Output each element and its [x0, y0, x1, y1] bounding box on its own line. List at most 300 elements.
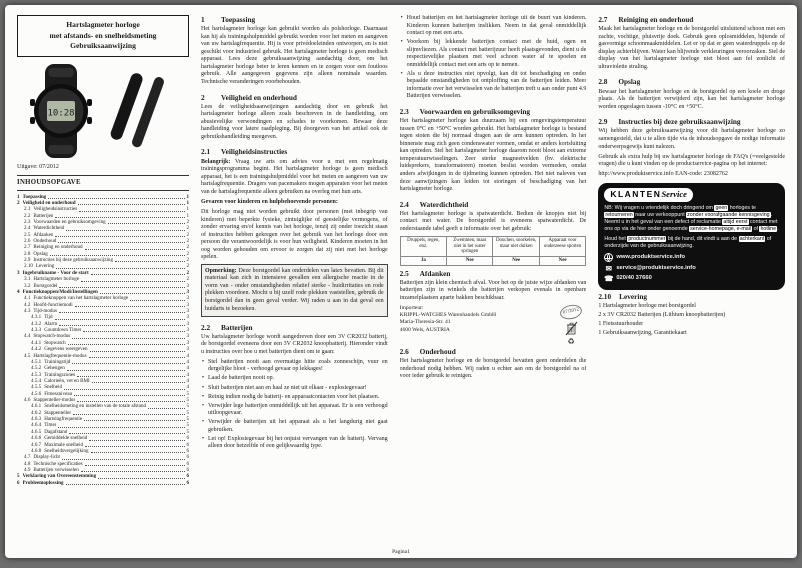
section-heading	[400, 107, 587, 116]
toc-entry-number: 2.9	[24, 257, 31, 264]
toc-entry-number: 3.2	[24, 282, 31, 289]
table-cell: Ja	[400, 256, 446, 265]
toc-entry-label: Hoofd-functiemodi	[33, 301, 73, 308]
service-note	[604, 205, 779, 233]
toc-entry-number: 4.5.3	[31, 371, 42, 378]
toc-dot-leader	[67, 370, 186, 371]
toc-entry-page: 3	[186, 301, 189, 308]
toc-entry-number: 4.4.2	[31, 346, 42, 353]
highlighted-text: service-homepage, e-mail	[690, 226, 752, 233]
section-heading	[201, 147, 388, 156]
customer-service-box	[598, 183, 785, 290]
page-columns	[17, 15, 785, 542]
importer-block	[400, 305, 587, 346]
text-segment: of onderzijde van de gebruiksaanwijzing.	[604, 236, 772, 250]
section-number: 2.10	[598, 291, 612, 301]
toc-entry-page: 6	[186, 435, 189, 442]
divider	[17, 175, 189, 176]
toc-entry-label: Timer	[44, 422, 57, 429]
paragraph: Belangrijk: Vraag uw arts om advies voor u met een regelmatig trainingsprogramma begint. Het hartslagmeter horloge is geen medisch apparaat, het is een trainingshulpmiddel voor het meten en aangeven van uw hartslagfrequentie. Dragers van pacemakers mogen apparaten voor het meten van de hartslagfrequentie alleen gebruiken na overleg met hun arts.	[201, 158, 388, 195]
column-3-top	[598, 15, 785, 179]
bullet-item	[201, 419, 388, 434]
toc-entry-page: 6	[186, 466, 189, 473]
toc-entry-page: 4	[186, 377, 189, 384]
toc-entry-label: Calorieën, vet en BMI	[44, 377, 90, 384]
toc-entry-number: 2.4	[24, 225, 31, 232]
bullet-text: Stel batterijen nooit aan overmatige hitte zoals zonneschijn, vuur en dergelijke bloot - verhoogd gevaar op lekkages!	[208, 358, 388, 373]
paragraph: Uw hartslagmeter horloge wordt aangedreven door een 3V CR2032 batterij, de borstgordel eveneens door een 3V CR2032 knoopbatterij. Hieronder vindt u instructies over hoe u met batterijen dient om te gaan:	[201, 333, 388, 355]
toc-entry-label: Batterijen verwisselen	[33, 466, 79, 473]
toc-entry-page: 4	[186, 352, 189, 359]
section-title: Toepassing	[221, 15, 256, 24]
toc-entry-number: 4.4	[24, 333, 31, 340]
toc-entry-number: 4.3.2	[31, 320, 42, 327]
toc-dot-leader	[84, 420, 185, 421]
toc-entry-label: Stappenteller	[44, 409, 72, 416]
toc-entry-page: 3	[186, 327, 189, 334]
toc-dot-leader	[72, 363, 185, 364]
toc-entry-page: 6	[186, 473, 189, 480]
bullet-item	[201, 375, 388, 383]
toc-entry-label: Display-licht	[33, 454, 60, 461]
toc-entry-label: Voorwaarden en gebruiksomgeving	[33, 218, 106, 225]
toc-entry-page: 5	[186, 403, 189, 410]
contact-text: 020/40 37660	[616, 275, 652, 282]
phone-icon	[604, 274, 613, 283]
toc-entry-number: 4.5.1	[31, 358, 42, 365]
toc-dot-leader	[75, 306, 186, 307]
toc-entry-label: Veiligheid en onderhoud	[22, 199, 76, 206]
table-header-cell: Zwemmen, maar niet in het water springen	[447, 237, 493, 257]
toc-entry-number: 5	[17, 473, 20, 480]
toc-entry-number: 2.2	[24, 212, 31, 219]
toc-entry-label: Snelheidsvergelijking	[44, 447, 89, 454]
toc-dot-leader	[62, 459, 185, 460]
svg-text:10:28: 10:28	[47, 108, 75, 119]
bullet-icon: •	[201, 358, 205, 365]
email-icon	[604, 264, 613, 273]
bullet-icon: •	[400, 15, 403, 21]
highlighted-text: productnummer	[628, 236, 666, 243]
toc-dot-leader	[98, 478, 185, 479]
toc-entry-number: 2.8	[24, 250, 31, 257]
toc-entry-label: Stappenteller-modus	[33, 397, 76, 404]
toc-entry-label: Maximale snelheid	[44, 441, 84, 448]
text-segment: NB: Wij vragen u vriendelijk doch dringend om	[604, 205, 715, 212]
watch-illustration	[17, 63, 189, 163]
toc-entry-label: Waterdichtheid	[33, 225, 65, 232]
toc-entry-label: Tijd	[44, 314, 53, 321]
highlighted-text: achterkant	[739, 236, 765, 243]
toc-entry-number: 4.5.6	[31, 390, 42, 397]
toc-dot-leader	[92, 382, 186, 383]
bullet-text: Reinig indien nodig de batterij- en apparaatcontacten voor het plaatsen.	[208, 393, 380, 400]
paragraph: Het hartslagmeter horloge kan duurzaam bij een omgevingstemperatuur tussen 0°C en +50°C worden gebruikt. Het hartslagmeter horloge is bestand tegen stoten die bij normaal dragen aan de arm kunnen optreden. In het binnenste mag zich geen condenswater vormen, omdat er anders kortsluiting kan optreden. Stel het hartslagmeter horloge daarom nooit bloot aan extreme temperatuurwisselingen. Zeer sterke magneetvelden (bv. elektrische luidsprekers, transformatoren) moeten beslist worden vermeden, omdat anders afwijkingen in de tijdmeting kunnen optreden. Het niet naleven van deze aanwijzingen kan leiden tot storingen of beschadiging van het hartslagmeter horloge.	[399, 118, 587, 193]
toc-dot-leader	[64, 389, 185, 390]
toc-dot-leader	[81, 471, 186, 472]
disposal-icons	[560, 305, 586, 346]
toc-entry-page: 2	[186, 250, 189, 257]
paragraph: Batterijen zijn klein chemisch afval. Voor het op de juiste wijze afdanken van batterijen zijn in winkels die batterijen verkopen evenals in openbare inzamelplaatsen aparte bakken beschikbaar.	[399, 279, 587, 301]
highlighted-text: zonder voorafgaande kennisgeving	[687, 212, 770, 219]
toc-entry-number: 4.8	[24, 460, 31, 467]
table-cell: Nee	[493, 256, 539, 265]
section-number: 2.5	[399, 268, 409, 278]
toc-entry-label: Gegevens weergeven	[44, 346, 88, 353]
toc-dot-leader	[85, 465, 186, 466]
section-heading	[598, 77, 785, 86]
toc-entry-page: 5	[186, 416, 189, 423]
text-line: 1 Fietsstuurhouder	[598, 321, 644, 327]
toc-entry-number: 3	[17, 269, 20, 276]
table-cell: Nee	[539, 256, 585, 265]
toc-entry-number: 2.1	[24, 206, 31, 213]
toc-entry-label: Trainingstijd	[44, 358, 71, 365]
text-line: 2 x 3V CR2032 Batterijen (Lithium knoopbatterijen)	[598, 311, 726, 318]
toc-entry-label: Trainingszones	[44, 371, 76, 378]
toc-entry-page: 2	[186, 231, 189, 238]
bullet-icon: •	[201, 402, 205, 409]
page-number: Pagina1	[392, 549, 410, 555]
bullet-icon: •	[201, 384, 205, 391]
paragraph: Het hartslagmeter horloge kan gebruikt worden als polshorloge. Daarnaast kan hij als trainingshulpmiddel gebruikt worden voor het meten en aangeven van uw hartslagfrequentie. Hij is voor privédoeleinden ontworpen, en is niet geschikt voor industrieel gebruik. Het hartslagmeter horloge is geen medisch apparaat. Lees deze gebruiksaanwijzing aandachtig door, om het hartslagmeter horloge beter te leren kennen en te zorgen voor een foutloos gebruik. Alle aangegeven gegevens zijn alleen nominale waarden. Technische veranderingen voorbehouden.	[201, 26, 388, 86]
section-title: Voorwaarden en gebruiksomgeving	[419, 107, 531, 117]
contact-row	[604, 264, 779, 273]
toc-entry-label: Veiligheidsinstructies	[33, 206, 78, 213]
paragraph: Bewaar het hartslagmeter horloge en de borstgordel op een koele en droge plaats. Als de batterijen verwijderd zijn, kan het hartslagmeter horloge worden opgeslagen tussen -10°C en +50°C.	[598, 88, 785, 110]
text-line: 1 Gebruiksaanwijzing, Garantiekaart	[598, 330, 687, 337]
paragraph: Gevaren voor kinderen en hulpbehoevende personen:	[201, 198, 338, 205]
highlighted-text: hotline	[760, 226, 777, 233]
toc-entry-label: Tijd-modus	[33, 308, 57, 314]
section-number: 2.1	[201, 147, 211, 157]
toc-entry-page: 3	[186, 333, 189, 340]
toc-entry-page: 3	[186, 314, 189, 321]
recycle-icon: ♻	[567, 337, 575, 347]
section-number: 2.3	[399, 107, 409, 117]
toc-entry-page: 3	[186, 339, 189, 346]
note-box: Opmerking: Deze borstgordel kan onderdelen van latex bevatten. Bij dit materiaal kan zich in intensieve gevallen een allergische reactie in de vorm van - onder omstandigheden relatief sterke - huidirritaties en rode plekken voordoen. Mocht u bij uzelf rode plekken vaststellen, gebruik de borstgordel dan in geen geval verder. Wij raden u aan in dat geval een huidarts te bezoeken.	[201, 264, 388, 316]
toc-entry-number: 4.6.1	[31, 403, 42, 410]
section-heading	[598, 292, 785, 301]
toc-entry-label: Afdanken	[33, 231, 54, 238]
importer-lines	[400, 312, 496, 334]
bullet-item	[201, 385, 388, 393]
toc-dot-leader	[58, 242, 185, 243]
section-number: 2.4	[399, 199, 409, 209]
section-title: Levering	[619, 291, 648, 301]
toc-dot-leader	[55, 217, 185, 218]
toc-dot-leader	[91, 452, 186, 453]
bullet-item	[400, 15, 587, 38]
contact-text: www.produktservice.info	[616, 254, 686, 261]
bullet-text: Sluit batterijen niet aan en haal ze niet uit elkaar - explosiegevaar!	[208, 384, 367, 391]
toc-entry-label: Batterijen	[33, 212, 54, 219]
toc-dot-leader	[79, 211, 185, 212]
toc-entry-page: 1	[186, 193, 189, 200]
toc-dot-leader	[85, 249, 186, 250]
toc-entry-number: 2.7	[24, 244, 31, 251]
toc-dot-leader	[66, 230, 185, 231]
toc-entry-label: Reiniging en onderhoud	[33, 244, 83, 251]
toc-entry-page: 2	[186, 238, 189, 245]
bullet-item	[201, 436, 388, 451]
toc-dot-leader	[115, 261, 185, 262]
logo-text-main: KLANTEN	[610, 188, 662, 199]
toc-entry-number: 4.7	[24, 454, 31, 461]
toc-entry-label: Hartslagfrequentie	[44, 416, 83, 423]
title-line-2: met afstands- en snelheidsmeting	[49, 30, 157, 40]
paragraph: Dit horloge mag niet worden gebruikt door personen (met inbegrip van kinderen) met beperkte fysieke, zintuiglijke of geestelijke vermogens, of zonder ervaring en/of kennis van het horloge, tenzij zij onder toezicht staan of instructies hebben gekregen over het gebruik van het horloge door een persoon die verantwoordelijk is voor hun veiligheid. Kinderen moeten in het oog worden gehouden om ervoor te zorgen dat zij niet met het horloge spelen.	[201, 208, 388, 261]
section-heading	[598, 15, 785, 24]
bullet-text: Voorkom bij lekkende batterijen contact met de huid, ogen en slijmvliezen. Als contact met batterijzuur heeft plaatsgevonden, dient u de respectievelijke plaatsen met veel schoon water af te spoelen en onmiddellijk contact met een arts op te nemen.	[406, 39, 587, 68]
section-title: Onderhoud	[419, 347, 456, 357]
section-number: 2.6	[399, 347, 409, 357]
paragraph: Wij hebben deze gebruiksaanwijzing voor dit hartslagmeter horloge zo samengesteld, dat u te allen tijde via de inhoudsopgave de nodige informatie onderwerpsgewijs kunt nalezen.	[598, 128, 785, 150]
toc-entry-page: 1	[186, 212, 189, 219]
column-2-top	[400, 15, 587, 234]
toc-entry-label: Stopwatch-modus	[33, 333, 71, 340]
toc-dot-leader	[69, 433, 185, 434]
toc-dot-leader	[59, 287, 185, 288]
contact-row	[604, 253, 779, 262]
text-column-3	[598, 15, 785, 542]
toc-entry-number: 4.6.4	[31, 422, 42, 429]
toc-entry-label: Probleemoplossing	[22, 479, 64, 486]
section-heading	[400, 269, 587, 278]
text-segment: .	[777, 226, 779, 233]
toc-entry-number: 4.9	[24, 466, 31, 473]
klantenservice-logo	[604, 188, 693, 203]
toc-entry-page: 6	[186, 447, 189, 454]
importer-line: KRIPPL-WATCHES Warenhandels GmbH	[399, 312, 497, 319]
section-title: Opslag	[618, 77, 641, 87]
importer-label: Importeur:	[399, 304, 424, 311]
text-segment: contact met ons op via de hier onder genoemde	[604, 219, 778, 233]
contact-row	[604, 274, 779, 283]
waterproof-table-header-row	[400, 237, 586, 257]
bullet-text: Verwijder de batterijen uit het apparaat als u het langdurig niet gaat gebruiken.	[208, 419, 388, 433]
toc-entry-page: 2	[186, 276, 189, 283]
bullet-icon: •	[201, 419, 205, 426]
toc-entry-label: Gemiddelde snelheid	[44, 435, 88, 442]
bullet-item	[201, 394, 388, 402]
toc-entry-label: Toepassing	[22, 193, 47, 200]
toc-dot-leader	[55, 319, 186, 320]
toc-entry-number: 4.3.3	[31, 327, 42, 334]
section-number: 2.9	[598, 117, 608, 127]
toc-entry-label: Dagafstand	[44, 428, 68, 435]
section-number: 2	[201, 92, 205, 102]
issue-stamp: 07/2012	[559, 303, 584, 322]
toc-entry-number: 4.2	[24, 301, 31, 308]
toc-dot-leader	[85, 446, 185, 447]
toc-entry-page: 3	[186, 308, 189, 314]
toc-dot-leader	[148, 408, 185, 409]
toc-entry-number: 2.6	[24, 238, 31, 245]
toc-dot-leader	[74, 395, 185, 396]
heart-rate-watch-image	[17, 63, 185, 159]
manual-page	[5, 5, 797, 558]
section-heading	[400, 200, 587, 209]
toc-entry-number: 4.6.8	[31, 447, 42, 454]
column-2-bottom	[400, 347, 587, 381]
column-3-bottom	[598, 292, 785, 338]
toc-entry-page: 2	[186, 218, 189, 225]
toc-dot-leader	[68, 344, 186, 345]
toc-entry-number: 4.6.5	[31, 428, 42, 435]
section-number: 1	[201, 15, 205, 24]
toc-dot-leader	[72, 338, 185, 339]
toc-entry-number: 4.5.2	[31, 365, 42, 372]
toc-entry-label: Snelheid	[44, 384, 63, 391]
section-heading	[598, 117, 785, 126]
table-header-cell: Druppels, regen, enz.	[400, 237, 446, 257]
toc-entry-label: Snelheidsmeting en instellen van de totale afstand	[44, 403, 147, 410]
toc-entry-number: 4.6.7	[31, 441, 42, 448]
toc-entry-page: 4	[186, 371, 189, 378]
toc-entry-page: 3	[186, 295, 189, 302]
toc-dot-leader	[56, 268, 185, 269]
section-title: Veiligheidsinstructies	[221, 147, 288, 157]
toc-entry-number: 1	[17, 193, 20, 200]
toc-dot-leader	[66, 484, 186, 485]
toc-entry-page: 2	[186, 263, 189, 270]
toc-entry-page: 6	[186, 460, 189, 467]
toc-dot-leader	[78, 204, 186, 205]
paragraph: Het hartslagmeter horloge en de borstgordel bevatten geen onderdelen die onderhoud nodig hebben. Wij raden u echter aan om de borstgordel na of voor ieder gebruik te reinigen.	[399, 358, 587, 380]
toc-entry-number: 4.5.5	[31, 384, 42, 391]
text-line: http://www.produktservice.info EAN-code: 23082762	[598, 171, 728, 178]
column-2-middle	[400, 269, 587, 303]
table-header-cell: Apparaat voor onderzeese sporten	[539, 237, 585, 257]
bullet-icon: •	[400, 39, 403, 46]
bullet-icon: •	[201, 393, 205, 400]
toc-entry-number: 4.6	[24, 397, 31, 404]
section-title: Reiniging en onderhoud	[618, 15, 694, 24]
bullet-item	[201, 359, 388, 374]
toc-entry-label: Borstgordel	[33, 282, 58, 289]
toc-entry-label: Hartslagmeter horloge	[33, 276, 80, 283]
toc-entry-number: 4.3	[24, 308, 31, 314]
table-of-contents	[17, 194, 189, 487]
toc-dot-leader	[77, 401, 185, 402]
toc-entry-number: 4.5.4	[31, 377, 42, 384]
toc-entry-number: 4.6.2	[31, 409, 42, 416]
bullet-icon: •	[400, 70, 403, 77]
toc-entry-label: Opslag	[33, 250, 48, 257]
toc-dot-leader	[48, 198, 185, 199]
toc-entry-label: Stopwatch	[44, 339, 66, 346]
toc-entry-label: Technische specificaties	[33, 460, 83, 467]
importer-address	[400, 305, 496, 334]
toc-entry-page: 1	[186, 206, 189, 213]
text-segment: naar uw verkooppunt	[633, 212, 687, 219]
toc-dot-leader	[130, 300, 185, 301]
manual-title	[17, 15, 189, 57]
logo-text-sub: Service	[661, 188, 687, 199]
section-heading	[201, 323, 388, 332]
toc-entry-label: Geheugen	[44, 365, 65, 372]
issue-date: Uitgave: 07/2012	[17, 164, 59, 171]
title-line-3: Gebruiksaanwijzing	[70, 41, 136, 51]
toc-entry-number: 4.1	[24, 295, 31, 302]
text-line: 1 Hartslagmeter horloge met borstgordel	[598, 302, 696, 309]
toc-entry-label: Ingebruikname - Voor de start	[22, 269, 89, 276]
bullet-text: Let op! Explosiegevaar bij het onjuist vervangen van de batterij. Vervang alleen door hetzelfde of een gelijkwaardig type.	[208, 435, 388, 450]
toc-dot-leader	[83, 331, 185, 332]
toc-entry-number: 4.6.3	[31, 416, 42, 423]
toc-dot-leader	[91, 274, 186, 275]
bullet-text: Verwijder lege batterijen onmiddellijk uit het apparaat. Er is een verhoogd uitloopgevaar.	[208, 402, 388, 417]
bullet-text: Laad de batterijen nooit op.	[208, 375, 275, 382]
toc-entry-number: 4.4.1	[31, 339, 42, 346]
bullet-item	[400, 71, 587, 101]
toc-entry-label: Instructies bij deze gebruiksaanwijzing	[33, 257, 114, 264]
toc-entry-page: 3	[186, 320, 189, 327]
toc-entry-page: 4	[186, 358, 189, 365]
toc-entry-number: 6	[17, 479, 20, 486]
table-header-cell: Douchen, snorkelen, maar niet duiken	[493, 237, 539, 257]
toc-dot-leader	[59, 312, 185, 313]
toc-entry-label: Hartslagfrequentie-modus	[33, 352, 87, 359]
section-heading	[201, 15, 388, 24]
toc-entry-number: 2	[17, 199, 20, 206]
toc-dot-leader	[73, 414, 185, 415]
toc-dot-leader	[81, 281, 185, 282]
toc-entry-page: 6	[186, 441, 189, 448]
toc-entry-number: 3.1	[24, 276, 31, 283]
text-segment: bij de hand, dit vindt u aan de	[666, 236, 739, 243]
bullet-icon: •	[201, 375, 205, 382]
text-segment: Houd het	[604, 236, 628, 243]
toc-entry-number: 2.5	[24, 231, 31, 238]
contact-text: service@produktservice.info	[616, 264, 696, 271]
section-heading	[400, 347, 587, 356]
toc-entry-label: Alarm	[44, 320, 58, 327]
toc-entry-label: Onderhoud	[33, 238, 57, 245]
bullet-icon: •	[201, 435, 205, 442]
toc-entry-number: 4.6.6	[31, 435, 42, 442]
divider	[17, 190, 189, 191]
toc-dot-leader	[89, 357, 186, 358]
toc-entry-page: 5	[186, 409, 189, 416]
toc-entry-label: Fitnessniveau	[44, 390, 73, 397]
crossed-bin-icon	[565, 321, 578, 336]
globe-icon	[604, 253, 613, 262]
text-column-1	[201, 15, 388, 542]
toc-entry-label: Countdown Timer	[44, 327, 82, 334]
toc-entry-label: Functieknoppen/Modi/Instellingen	[22, 288, 98, 295]
section-number: 2.7	[598, 15, 608, 24]
title-line-1: Hartslagmeter horloge	[66, 20, 140, 29]
toc-entry-page: 2	[186, 225, 189, 232]
bullet-item	[400, 39, 587, 69]
section-title: Veiligheid en onderhoud	[221, 92, 297, 102]
paragraph: Gebruik als extra hulp bij uw hartslagmeter horloge de FAQ's (=veelgestelde vragen) die u kunt vinden op de productservice-pagina op het internet:	[598, 153, 785, 168]
importer-line: 4600 Wels, AUSTRIA	[399, 326, 450, 333]
toc-entry-page: 5	[186, 390, 189, 397]
toc-dot-leader	[59, 325, 185, 326]
toc-entry	[17, 480, 189, 486]
highlighted-text: geen	[715, 205, 728, 212]
chest-strap-image	[109, 68, 165, 149]
toc-dot-leader	[50, 255, 186, 256]
toc-entry-page: 3	[186, 288, 189, 295]
text-segment: horloges te	[728, 205, 756, 212]
section-number: 2.2	[201, 322, 211, 332]
section-number: 2.8	[598, 77, 608, 87]
